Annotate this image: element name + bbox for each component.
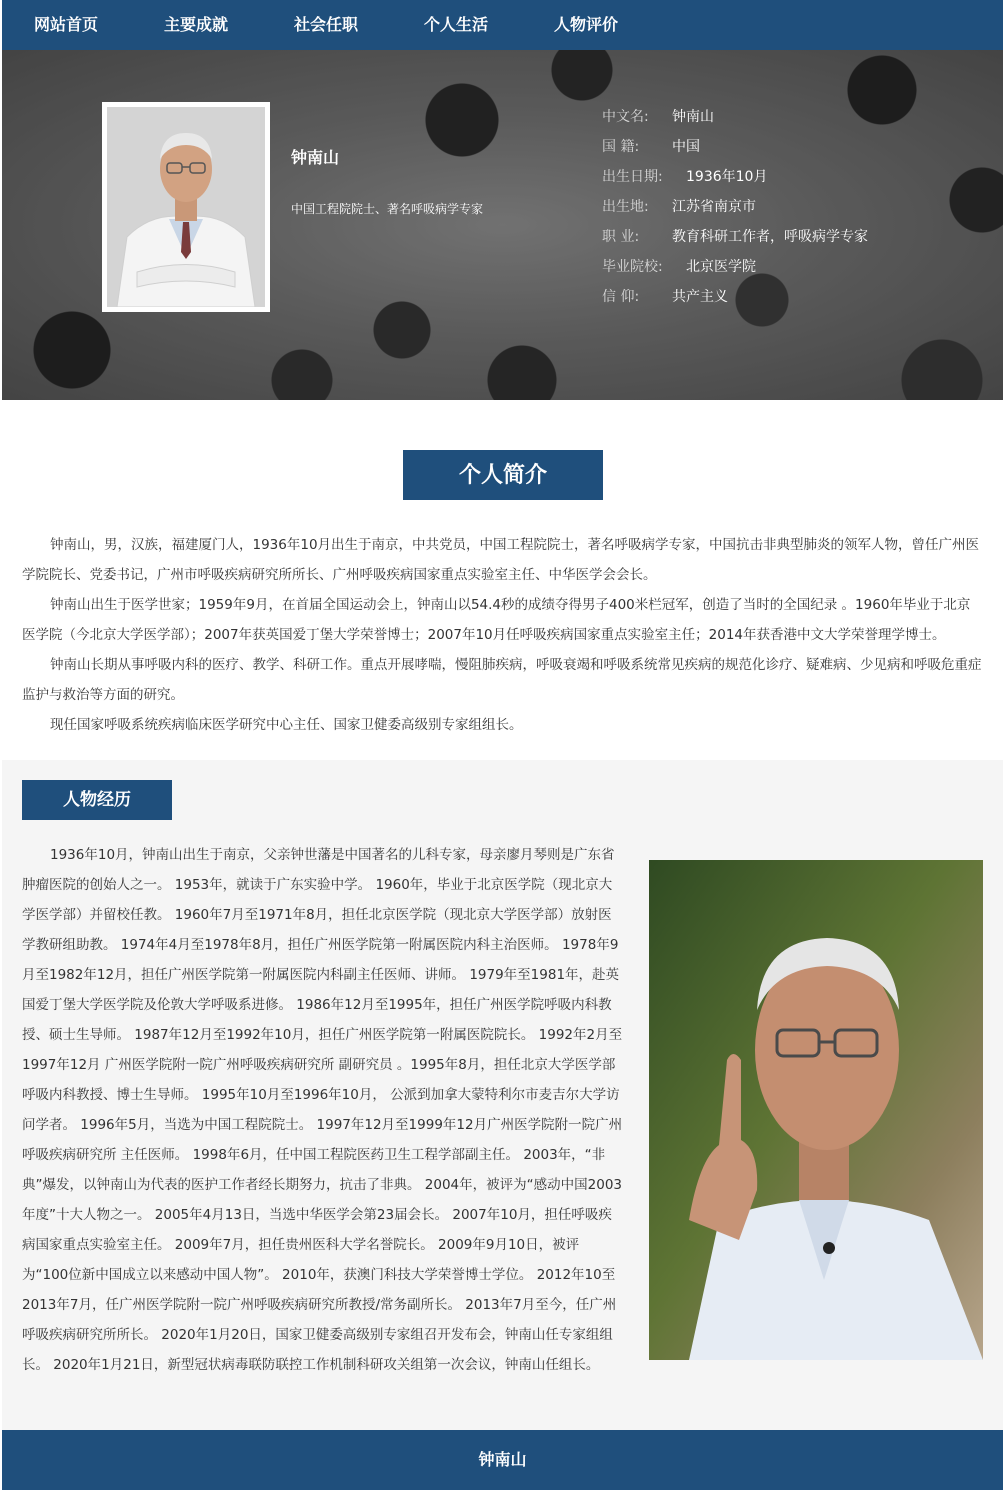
intro-section-title: 个人简介 (403, 450, 603, 500)
page (2, 0, 1003, 1490)
info-label: 信 仰: (602, 289, 640, 305)
experience-text (22, 840, 625, 1380)
experience-paragraph: 1936年10月，钟南山出生于南京，父亲钟世藩是中国著名的儿科专家，母亲廖月琴则是广东省肿瘤医院的创始人之一。 1953年，就读于广东实验中学。 1960年，毕业于北京医学院（现北京大学医学部）并留校任教。 1960年7月至1971年8月，担任北京医学院（现北京大学医学部）放射医学教研组助教。 1974年4月至1978年8月，担任广州医学院第一附属医院内科主治医师。 1978年9月至1982年12月，担任广州医学院第一附属医院内科副主任医师、讲师。 1979年至1981年，赴英国爱丁堡大学医学院及伦敦大学呼吸系进修。 1986年12月至1995年，担任广州医学院呼吸内科教授、硕士生导师。 1987年12月至1992年10月，担任广州医学院第一附属医院院长。 1992年2月至1997年12月 广州医学院附一院广州呼吸疾病研究所 副研究员 。1995年8月，担任北京大学医学部呼吸内科教授、博士生导师。 1995年10月至1996年10月， 公派到加拿大蒙特利尔市麦吉尔大学访问学者。 1996年5月，当选为中国工程院院士。 1997年12月至1999年12月广州医学院附一院广州呼吸疾病研究所 主任医师。 1998年6月，任中国工程院医药卫生工程学部副主任。 2003年，“非典”爆发，以钟南山为代表的医护工作者经长期努力，抗击了非典。 2004年，被评为“感动中国2003年度”十大人物之一。 2005年4月13日，当选中华医学会第23届会长。 2007年10月，担任呼吸疾病国家重点实验室主任。 2009年7月，担任贵州医科大学名誉院长。 2009年9月10日，被评为“100位新中国成立以来感动中国人物”。 2010年，获澳门科技大学荣誉博士学位。 2012年10至2013年7月，任广州医学院附一院广州呼吸疾病研究所教授/常务副所长。 2013年7月至今，任广州呼吸疾病研究所所长。 2020年1月20日，国家卫健委高级别专家组召开发布会，钟南山任专家组组长。 2020年1月21日，新型冠状病毒联防联控工作机制科研攻关组第一次会议，钟南山任组长。 (22, 847, 623, 1373)
info-value: 教育科研工作者，呼吸病学专家 (672, 229, 868, 245)
top-nav (2, 0, 1003, 50)
experience-section-title: 人物经历 (22, 780, 172, 820)
nav-item-positions[interactable]: 社会任职 (294, 15, 359, 34)
intro-paragraph: 钟南山长期从事呼吸内科的医疗、教学、科研工作。重点开展哮喘，慢阻肺疾病，呼吸衰竭和呼吸系统常见疾病的规范化诊疗、疑难病、少见病和呼吸危重症监护与救治等方面的研究。 (22, 657, 982, 703)
info-value: 北京医学院 (686, 259, 756, 275)
intro-paragraph: 钟南山出生于医学世家；1959年9月，在首届全国运动会上，钟南山以54.4秒的成绩夺得男子400米栏冠军，创造了当时的全国纪录 。1960年毕业于北京医学院（今北京大学医学部）；2007年获英国爱丁堡大学荣誉博士；2007年10月任呼吸疾病国家重点实验室主任；2014年获香港中文大学荣誉理学博士。 (22, 597, 971, 643)
portrait-illustration (107, 107, 265, 307)
hero-name: 钟南山 (291, 148, 340, 167)
footer: 钟南山 (2, 1430, 1003, 1490)
info-label: 国 籍: (602, 139, 640, 155)
info-label: 中文名: (602, 109, 649, 125)
info-row-belief (602, 287, 728, 307)
info-value: 1936年10月 (686, 169, 768, 185)
intro-paragraph: 钟南山，男，汉族，福建厦门人，1936年10月出生于南京，中共党员，中国工程院院士，著名呼吸病学专家，中国抗击非典型肺炎的领军人物，曾任广州医学院院长、党委书记，广州市呼吸疾病研究所所长、广州呼吸疾病国家重点实验室主任、中华医学会会长。 (22, 537, 980, 583)
intro-text (22, 530, 982, 740)
info-value: 江苏省南京市 (672, 199, 756, 215)
info-label: 职 业: (602, 229, 640, 245)
hero-subtitle: 中国工程院院士、著名呼吸病学专家 (291, 202, 484, 216)
experience-photo-illustration (649, 860, 983, 1360)
info-row-occupation (602, 227, 868, 247)
hero-banner (2, 50, 1003, 400)
info-value: 共产主义 (672, 289, 728, 305)
nav-item-evaluation[interactable]: 人物评价 (554, 15, 619, 34)
info-label: 毕业院校: (602, 259, 663, 275)
experience-section (2, 760, 1003, 1430)
portrait-photo (107, 107, 265, 307)
info-value: 钟南山 (672, 109, 714, 125)
info-value: 中国 (672, 139, 700, 155)
info-row-birthplace (602, 197, 756, 217)
info-row-alma-mater (602, 257, 756, 277)
info-row-birth-date (602, 167, 767, 187)
info-row-chinese-name (602, 107, 714, 127)
info-label: 出生地: (602, 199, 649, 215)
intro-paragraph: 现任国家呼吸系统疾病临床医学研究中心主任、国家卫健委高级别专家组组长。 (50, 717, 523, 733)
info-label: 出生日期: (602, 169, 663, 185)
nav-item-achievements[interactable]: 主要成就 (164, 15, 229, 34)
experience-photo (649, 860, 983, 1360)
nav-item-home[interactable]: 网站首页 (34, 15, 99, 34)
portrait-frame (102, 102, 270, 312)
info-row-nationality (602, 137, 700, 157)
nav-item-personal-life[interactable]: 个人生活 (424, 15, 489, 34)
